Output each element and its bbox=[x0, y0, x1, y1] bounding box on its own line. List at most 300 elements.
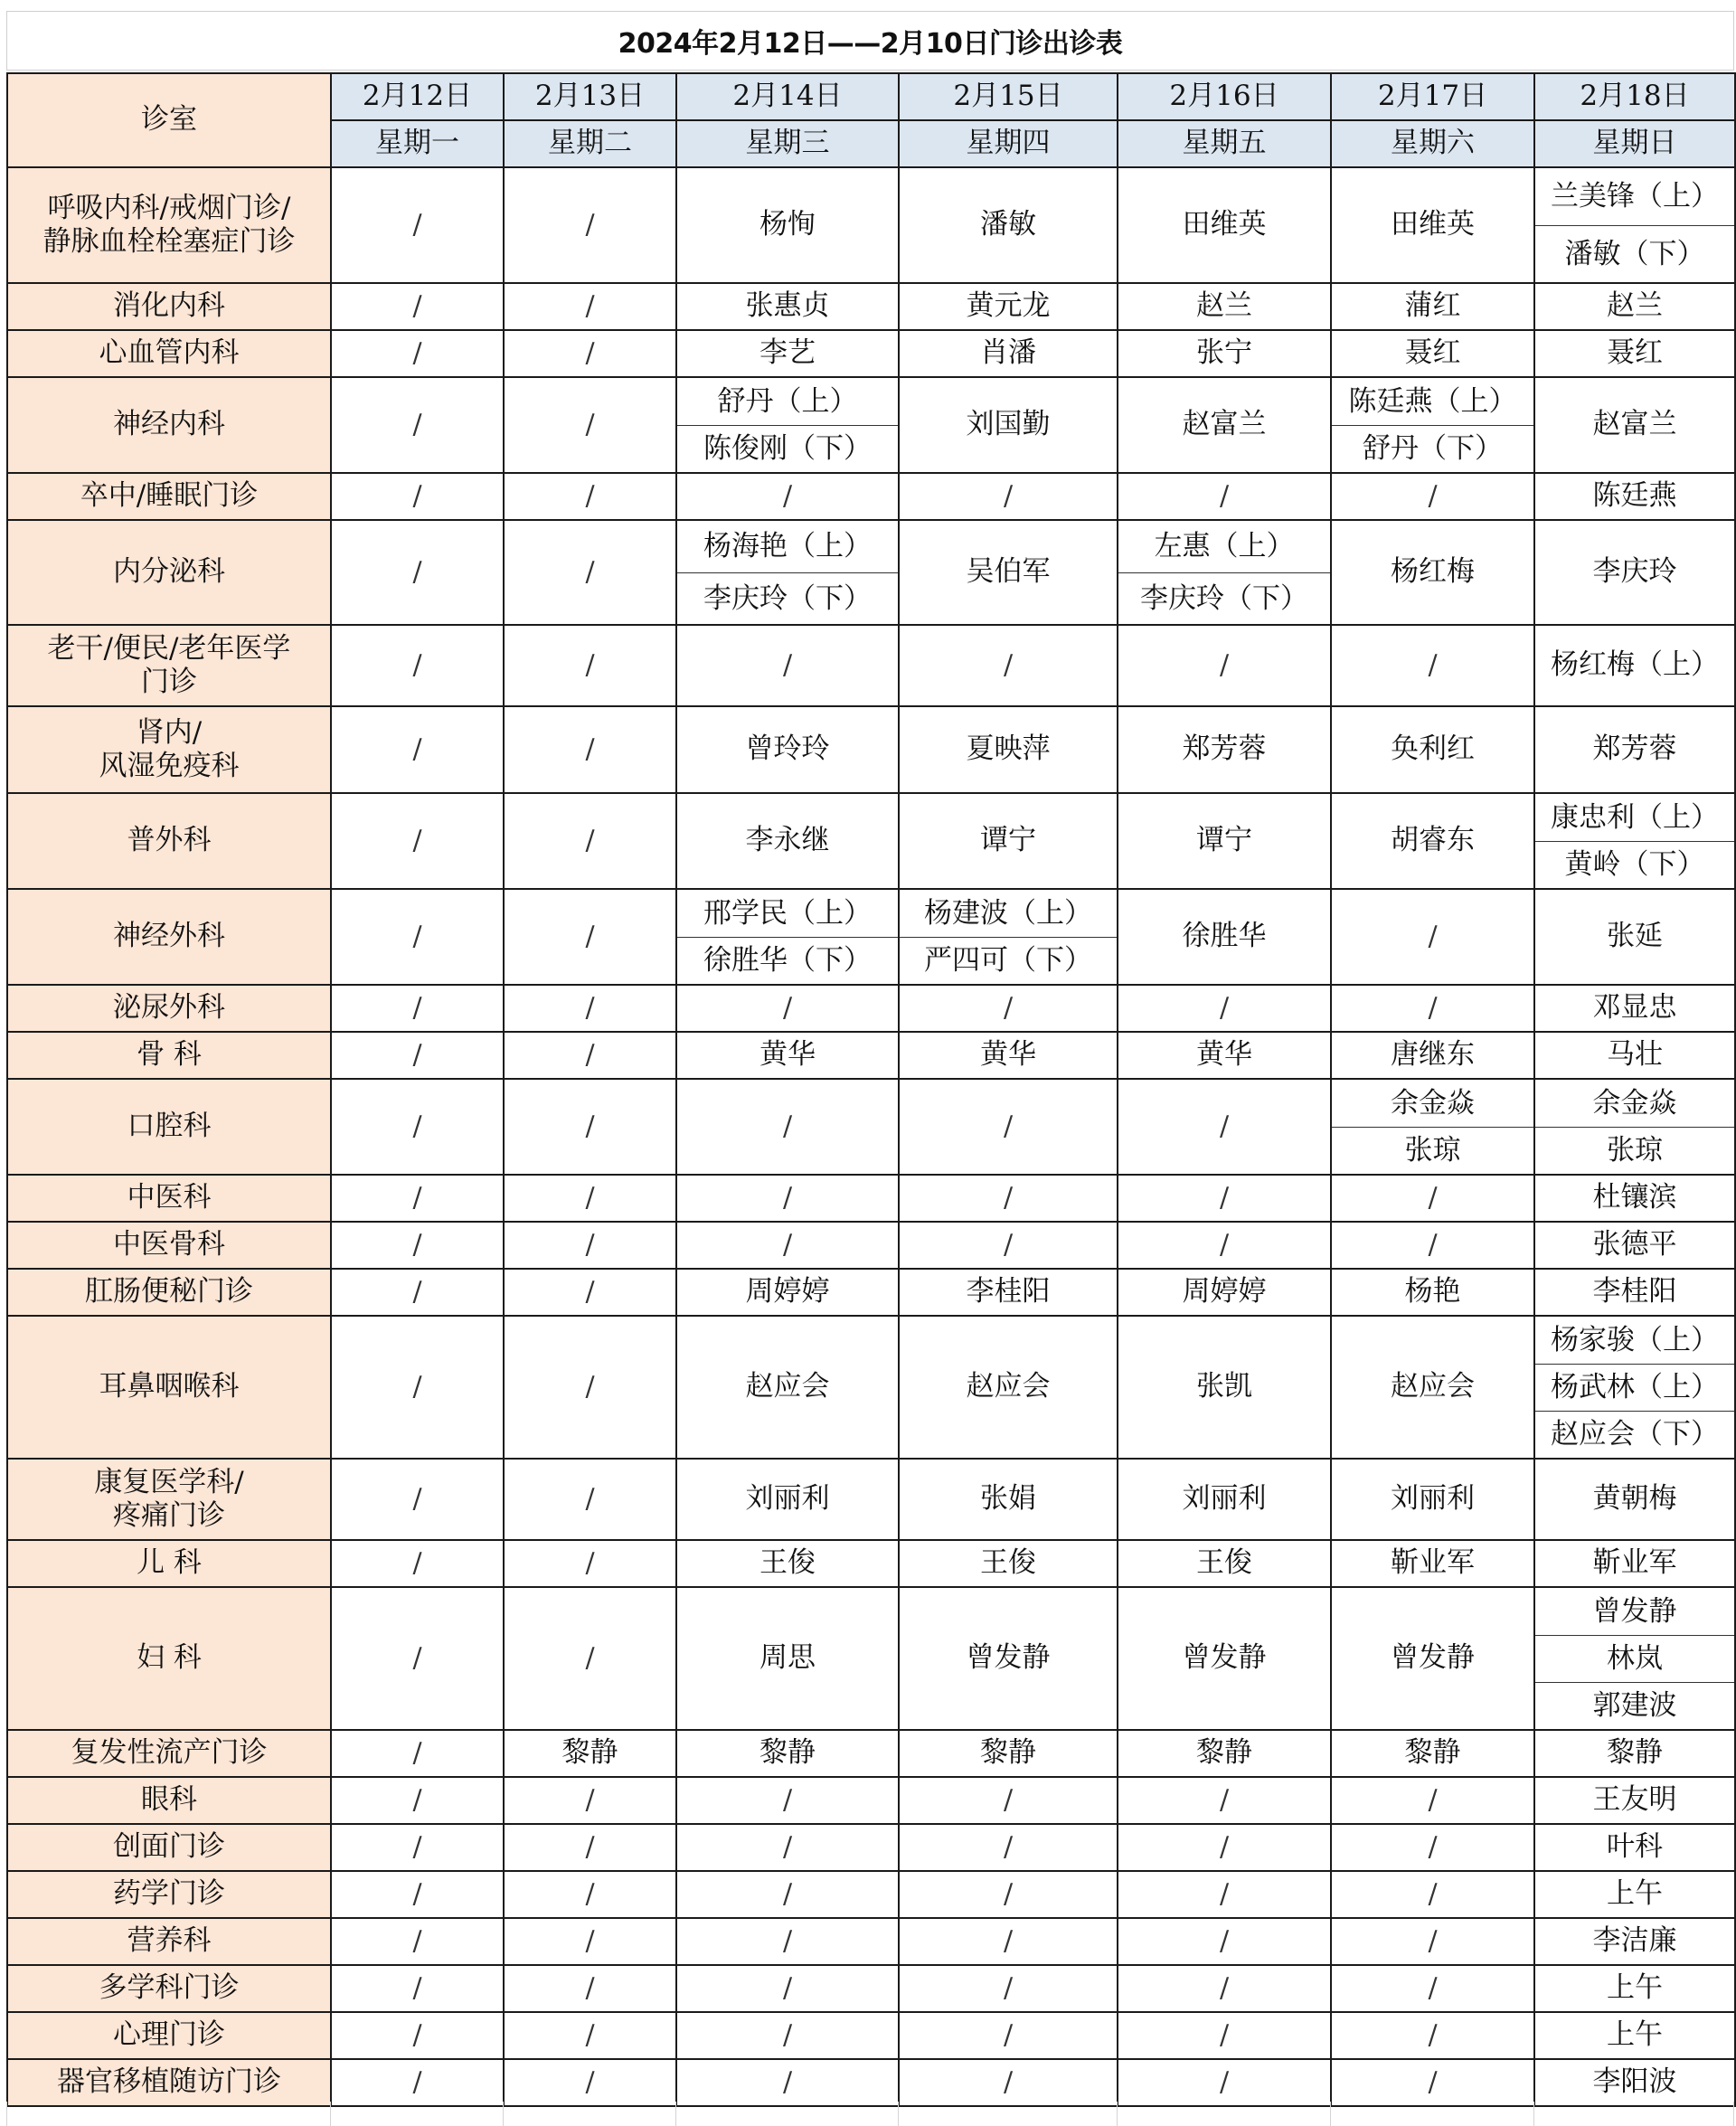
schedule-cell bbox=[331, 1824, 504, 1871]
department-label: 呼吸内科/戒烟门诊/ bbox=[47, 191, 291, 224]
department-label: 老干/便民/老年医学 bbox=[47, 631, 291, 665]
doctor-name: 张琼 bbox=[1332, 1127, 1533, 1174]
no-clinic-mark: / bbox=[782, 1182, 793, 1214]
schedule-cell bbox=[1331, 1777, 1534, 1824]
table-row bbox=[7, 706, 1735, 793]
schedule-cell bbox=[331, 706, 504, 793]
department-label: 泌尿外科 bbox=[113, 991, 225, 1025]
doctor-name: 上午 bbox=[1607, 2018, 1663, 2052]
department-cell bbox=[7, 283, 331, 330]
department-label: 中医骨科 bbox=[113, 1228, 225, 1261]
no-clinic-mark: / bbox=[412, 1547, 422, 1580]
schedule-cell bbox=[331, 520, 504, 625]
doctor-name: 聂红 bbox=[1607, 336, 1663, 370]
table-row bbox=[7, 1459, 1735, 1540]
schedule-cell bbox=[331, 1965, 504, 2012]
doctor-name: 杨建波（上） bbox=[924, 897, 1092, 930]
schedule-cell bbox=[899, 625, 1118, 706]
schedule-cell bbox=[676, 1540, 899, 1587]
schedule-cell bbox=[899, 793, 1118, 889]
no-clinic-mark: / bbox=[782, 2019, 793, 2052]
schedule-cell bbox=[331, 2012, 504, 2059]
schedule-cell bbox=[1118, 1269, 1331, 1316]
no-clinic-mark: / bbox=[585, 337, 595, 370]
department-cell bbox=[7, 330, 331, 377]
no-clinic-mark: / bbox=[782, 1925, 793, 1958]
schedule-cell bbox=[1118, 1824, 1331, 1871]
table-row bbox=[7, 1777, 1735, 1824]
no-clinic-mark: / bbox=[585, 1642, 595, 1675]
doctor-name: 左惠（上） bbox=[1154, 530, 1295, 562]
doctor-name: 曾发静 bbox=[1592, 1595, 1677, 1628]
sheet-gridline-trail bbox=[6, 2102, 1734, 2126]
schedule-cell bbox=[1534, 625, 1735, 706]
department-cell bbox=[7, 1032, 331, 1079]
table-row bbox=[7, 377, 1735, 473]
no-clinic-mark: / bbox=[1428, 1878, 1438, 1911]
department-cell bbox=[7, 1965, 331, 2012]
no-clinic-mark: / bbox=[1428, 2066, 1438, 2099]
department-cell bbox=[7, 520, 331, 625]
doctor-name: 赵应会 bbox=[1391, 1370, 1475, 1403]
schedule-cell bbox=[1331, 1175, 1534, 1222]
schedule-cell bbox=[676, 2012, 899, 2059]
schedule-cell bbox=[331, 625, 504, 706]
schedule-cell bbox=[1118, 1918, 1331, 1965]
schedule-cell bbox=[1118, 985, 1331, 1032]
doctor-name: 徐胜华（下） bbox=[677, 937, 898, 984]
schedule-cell bbox=[899, 1222, 1118, 1269]
schedule-cell bbox=[504, 985, 676, 1032]
doctor-name: 夏映萍 bbox=[966, 732, 1051, 766]
department-cell bbox=[7, 706, 331, 793]
no-clinic-mark: / bbox=[412, 733, 422, 766]
department-cell bbox=[7, 625, 331, 706]
table-row bbox=[7, 2012, 1735, 2059]
schedule-cell bbox=[899, 1032, 1118, 1079]
doctor-name: 黄岭（下） bbox=[1535, 841, 1734, 888]
department-label: 创面门诊 bbox=[113, 1830, 225, 1864]
schedule-cell bbox=[504, 1222, 676, 1269]
no-clinic-mark: / bbox=[585, 649, 595, 682]
no-clinic-mark: / bbox=[1219, 480, 1230, 513]
schedule-cell bbox=[1118, 473, 1331, 520]
doctor-name: 曾发静 bbox=[1391, 1641, 1475, 1675]
schedule-cell bbox=[899, 520, 1118, 625]
schedule-cell bbox=[676, 1316, 899, 1459]
doctor-name: 李桂阳 bbox=[966, 1275, 1051, 1309]
schedule-cell bbox=[504, 1079, 676, 1175]
schedule-cell bbox=[1118, 377, 1331, 473]
department-label: 妇 科 bbox=[137, 1641, 202, 1675]
no-clinic-mark: / bbox=[585, 2066, 595, 2099]
department-cell bbox=[7, 1459, 331, 1540]
weekday-header: 星期六 bbox=[1331, 120, 1534, 167]
schedule-cell bbox=[1331, 1032, 1534, 1079]
schedule-cell bbox=[504, 1965, 676, 2012]
gridline bbox=[1733, 2102, 1734, 2126]
no-clinic-mark: / bbox=[412, 1110, 422, 1143]
doctor-name: 王俊 bbox=[980, 1546, 1036, 1580]
no-clinic-mark: / bbox=[585, 1229, 595, 1261]
schedule-cell bbox=[1534, 1777, 1735, 1824]
table-row bbox=[7, 1824, 1735, 1871]
doctor-name: 刘丽利 bbox=[745, 1482, 830, 1516]
schedule-cell bbox=[504, 2012, 676, 2059]
schedule-cell bbox=[1331, 377, 1534, 473]
schedule-cell bbox=[504, 330, 676, 377]
table-row bbox=[7, 1079, 1735, 1175]
schedule-cell bbox=[504, 706, 676, 793]
schedule-cell bbox=[1331, 473, 1534, 520]
department-label: 康复医学科/ bbox=[94, 1465, 244, 1498]
department-cell bbox=[7, 1918, 331, 1965]
table-row bbox=[7, 1730, 1735, 1777]
no-clinic-mark: / bbox=[1003, 992, 1014, 1025]
doctor-name: 赵应会（下） bbox=[1535, 1411, 1734, 1458]
schedule-cell bbox=[1534, 1965, 1735, 2012]
no-clinic-mark: / bbox=[782, 649, 793, 682]
table-row bbox=[7, 793, 1735, 889]
schedule-cell bbox=[504, 1587, 676, 1730]
schedule-cell bbox=[899, 1965, 1118, 2012]
schedule-cell bbox=[331, 1540, 504, 1587]
doctor-name: 兰美锋（上） bbox=[1551, 180, 1719, 213]
schedule-cell bbox=[1331, 706, 1534, 793]
schedule-cell bbox=[1534, 1871, 1735, 1918]
doctor-name: 杜镶滨 bbox=[1592, 1181, 1677, 1214]
doctor-name: 黄华 bbox=[980, 1038, 1036, 1072]
no-clinic-mark: / bbox=[412, 1642, 422, 1675]
doctor-name: 靳业军 bbox=[1391, 1546, 1475, 1580]
department-label: 心血管内科 bbox=[99, 336, 240, 370]
schedule-cell bbox=[1534, 2059, 1735, 2106]
schedule-cell bbox=[1331, 793, 1534, 889]
department-label: 器官移植随访门诊 bbox=[57, 2065, 281, 2099]
no-clinic-mark: / bbox=[1428, 1182, 1438, 1214]
no-clinic-mark: / bbox=[1003, 1784, 1014, 1817]
schedule-cell bbox=[676, 889, 899, 985]
no-clinic-mark: / bbox=[412, 1371, 422, 1403]
no-clinic-mark: / bbox=[585, 1831, 595, 1864]
schedule-cell bbox=[899, 706, 1118, 793]
schedule-cell bbox=[1331, 2059, 1534, 2106]
department-label: 骨 科 bbox=[137, 1038, 202, 1072]
gridline bbox=[1330, 2102, 1331, 2126]
schedule-cell bbox=[1534, 1269, 1735, 1316]
schedule-cell bbox=[1118, 330, 1331, 377]
schedule-cell bbox=[1331, 1587, 1534, 1730]
table-row bbox=[7, 625, 1735, 706]
schedule-cell bbox=[899, 1871, 1118, 1918]
no-clinic-mark: / bbox=[782, 1229, 793, 1261]
doctor-name: 黄华 bbox=[1196, 1038, 1252, 1072]
schedule-cell bbox=[1331, 520, 1534, 625]
no-clinic-mark: / bbox=[782, 992, 793, 1025]
schedule-cell bbox=[899, 1459, 1118, 1540]
schedule-cell bbox=[1118, 1175, 1331, 1222]
department-label: 中医科 bbox=[127, 1181, 212, 1214]
weekday-header: 星期五 bbox=[1118, 120, 1331, 167]
schedule-cell bbox=[1118, 1032, 1331, 1079]
doctor-name: 曾发静 bbox=[966, 1641, 1051, 1675]
schedule-cell bbox=[676, 1079, 899, 1175]
no-clinic-mark: / bbox=[1219, 2019, 1230, 2052]
schedule-cell bbox=[1534, 167, 1735, 283]
no-clinic-mark: / bbox=[585, 290, 595, 323]
table-row bbox=[7, 985, 1735, 1032]
department-label: 肾内/ bbox=[136, 715, 203, 749]
no-clinic-mark: / bbox=[412, 209, 422, 241]
no-clinic-mark: / bbox=[412, 1182, 422, 1214]
schedule-cell bbox=[1331, 1965, 1534, 2012]
schedule-cell bbox=[676, 1777, 899, 1824]
no-clinic-mark: / bbox=[412, 825, 422, 857]
schedule-cell bbox=[504, 1316, 676, 1459]
schedule-cell bbox=[676, 1032, 899, 1079]
doctor-name: 周婷婷 bbox=[1182, 1275, 1267, 1309]
schedule-cell bbox=[1118, 167, 1331, 283]
schedule-cell bbox=[676, 1965, 899, 2012]
schedule-cell bbox=[504, 1824, 676, 1871]
schedule-cell bbox=[1534, 1824, 1735, 1871]
table-row bbox=[7, 1316, 1735, 1459]
no-clinic-mark: / bbox=[585, 1878, 595, 1911]
gridline bbox=[6, 2102, 7, 2126]
weekday-header: 星期二 bbox=[504, 120, 676, 167]
department-label: 风湿免疫科 bbox=[99, 750, 240, 782]
schedule-cell bbox=[1118, 1777, 1331, 1824]
no-clinic-mark: / bbox=[1428, 480, 1438, 513]
header-date-row bbox=[7, 73, 1735, 120]
department-cell bbox=[7, 889, 331, 985]
schedule-cell bbox=[504, 1777, 676, 1824]
doctor-name: 杨艳 bbox=[1404, 1275, 1461, 1309]
department-label: 神经内科 bbox=[113, 408, 225, 441]
schedule-cell bbox=[331, 283, 504, 330]
doctor-name: 叶科 bbox=[1607, 1830, 1663, 1864]
schedule-cell bbox=[899, 1316, 1118, 1459]
schedule-cell bbox=[1534, 1587, 1735, 1730]
doctor-name: 黎静 bbox=[980, 1736, 1036, 1770]
doctor-name: 上午 bbox=[1607, 1971, 1663, 2005]
department-label: 消化内科 bbox=[113, 289, 225, 323]
schedule-cell bbox=[1118, 2059, 1331, 2106]
schedule-cell bbox=[1118, 1730, 1331, 1777]
gridline bbox=[503, 2102, 504, 2126]
schedule-cell bbox=[1331, 2012, 1534, 2059]
schedule-cell bbox=[1118, 1587, 1331, 1730]
no-clinic-mark: / bbox=[585, 1547, 595, 1580]
no-clinic-mark: / bbox=[412, 1039, 422, 1072]
no-clinic-mark: / bbox=[1428, 1784, 1438, 1817]
doctor-name: 张宁 bbox=[1196, 336, 1252, 370]
doctor-name: 李洁廉 bbox=[1592, 1924, 1677, 1958]
schedule-cell bbox=[504, 1459, 676, 1540]
department-cell bbox=[7, 1316, 331, 1459]
schedule-table bbox=[6, 72, 1736, 2107]
no-clinic-mark: / bbox=[1219, 1831, 1230, 1864]
department-label: 内分泌科 bbox=[113, 555, 225, 589]
schedule-cell bbox=[676, 2059, 899, 2106]
schedule-cell bbox=[1331, 1079, 1534, 1175]
schedule-cell bbox=[1534, 1730, 1735, 1777]
doctor-name: 周思 bbox=[760, 1641, 816, 1675]
department-cell bbox=[7, 1824, 331, 1871]
schedule-cell bbox=[1118, 1871, 1331, 1918]
doctor-name: 吴伯军 bbox=[966, 555, 1051, 589]
schedule-cell bbox=[899, 1079, 1118, 1175]
table-row bbox=[7, 283, 1735, 330]
doctor-name: 赵应会 bbox=[745, 1370, 830, 1403]
doctor-name: 田维英 bbox=[1391, 208, 1475, 241]
room-header: 诊室 bbox=[7, 73, 331, 167]
no-clinic-mark: / bbox=[585, 2019, 595, 2052]
schedule-cell bbox=[331, 889, 504, 985]
schedule-cell bbox=[504, 283, 676, 330]
weekday-header: 星期一 bbox=[331, 120, 504, 167]
schedule-cell bbox=[504, 520, 676, 625]
no-clinic-mark: / bbox=[1003, 480, 1014, 513]
schedule-cell bbox=[676, 985, 899, 1032]
schedule-cell bbox=[504, 1032, 676, 1079]
no-clinic-mark: / bbox=[782, 1784, 793, 1817]
no-clinic-mark: / bbox=[585, 1276, 595, 1309]
doctor-name: 杨红梅（上） bbox=[1551, 648, 1719, 682]
doctor-name: 陈廷燕 bbox=[1592, 479, 1677, 513]
department-cell bbox=[7, 1730, 331, 1777]
no-clinic-mark: / bbox=[1003, 649, 1014, 682]
schedule-cell bbox=[331, 2059, 504, 2106]
doctor-name: 赵富兰 bbox=[1592, 408, 1677, 441]
schedule-cell bbox=[1331, 985, 1534, 1032]
schedule-cell bbox=[899, 985, 1118, 1032]
no-clinic-mark: / bbox=[1219, 1229, 1230, 1261]
schedule-cell bbox=[1534, 1175, 1735, 1222]
schedule-cell bbox=[331, 1777, 504, 1824]
doctor-name: 潘敏（下） bbox=[1535, 225, 1734, 282]
schedule-cell bbox=[331, 1459, 504, 1540]
schedule-cell bbox=[676, 793, 899, 889]
schedule-cell bbox=[331, 167, 504, 283]
schedule-cell bbox=[899, 1175, 1118, 1222]
no-clinic-mark: / bbox=[585, 409, 595, 441]
no-clinic-mark: / bbox=[1003, 1972, 1014, 2005]
gridline bbox=[1117, 2102, 1118, 2126]
no-clinic-mark: / bbox=[585, 1371, 595, 1403]
no-clinic-mark: / bbox=[412, 1831, 422, 1864]
date-header: 2月13日 bbox=[504, 73, 676, 120]
schedule-cell bbox=[1331, 625, 1534, 706]
doctor-name: 马壮 bbox=[1607, 1038, 1663, 1072]
no-clinic-mark: / bbox=[412, 480, 422, 513]
schedule-cell bbox=[899, 889, 1118, 985]
no-clinic-mark: / bbox=[1003, 1878, 1014, 1911]
schedule-cell bbox=[899, 283, 1118, 330]
doctor-name: 李艺 bbox=[760, 336, 816, 370]
table-row bbox=[7, 1918, 1735, 1965]
table-row bbox=[7, 1871, 1735, 1918]
doctor-name: 杨家骏（上） bbox=[1551, 1324, 1719, 1356]
schedule-cell bbox=[1331, 1918, 1534, 1965]
schedule-cell bbox=[1534, 889, 1735, 985]
schedule-cell bbox=[1331, 889, 1534, 985]
doctor-name: 周婷婷 bbox=[745, 1275, 830, 1309]
no-clinic-mark: / bbox=[412, 337, 422, 370]
no-clinic-mark: / bbox=[1219, 649, 1230, 682]
schedule-cell bbox=[1118, 793, 1331, 889]
no-clinic-mark: / bbox=[782, 480, 793, 513]
department-label: 儿 科 bbox=[137, 1546, 202, 1580]
doctor-name: 王俊 bbox=[1196, 1546, 1252, 1580]
schedule-cell bbox=[331, 1222, 504, 1269]
department-cell bbox=[7, 1777, 331, 1824]
no-clinic-mark: / bbox=[585, 209, 595, 241]
schedule-cell bbox=[676, 1459, 899, 1540]
weekday-header: 星期四 bbox=[899, 120, 1118, 167]
department-cell bbox=[7, 1222, 331, 1269]
schedule-cell bbox=[1118, 283, 1331, 330]
no-clinic-mark: / bbox=[412, 1737, 422, 1770]
doctor-name: 舒丹（下） bbox=[1332, 425, 1533, 472]
no-clinic-mark: / bbox=[1428, 1925, 1438, 1958]
schedule-cell bbox=[1534, 283, 1735, 330]
doctor-name: 郑芳蓉 bbox=[1592, 732, 1677, 766]
no-clinic-mark: / bbox=[1428, 1972, 1438, 2005]
table-row bbox=[7, 473, 1735, 520]
schedule-cell bbox=[331, 1316, 504, 1459]
weekday-header: 星期三 bbox=[676, 120, 899, 167]
schedule-cell bbox=[899, 2059, 1118, 2106]
schedule-cell bbox=[331, 1587, 504, 1730]
schedule-cell bbox=[899, 1587, 1118, 1730]
doctor-name: 黄华 bbox=[760, 1038, 816, 1072]
doctor-name: 邢学民（上） bbox=[703, 897, 872, 930]
department-label: 耳鼻咽喉科 bbox=[99, 1370, 240, 1403]
no-clinic-mark: / bbox=[585, 1925, 595, 1958]
schedule-cell bbox=[504, 167, 676, 283]
no-clinic-mark: / bbox=[1003, 1925, 1014, 1958]
no-clinic-mark: / bbox=[1003, 1182, 1014, 1214]
doctor-name: 余金焱 bbox=[1592, 1087, 1677, 1120]
department-label: 营养科 bbox=[127, 1924, 212, 1958]
schedule-cell bbox=[899, 330, 1118, 377]
doctor-name: 李庆玲（下） bbox=[1118, 572, 1330, 624]
no-clinic-mark: / bbox=[412, 1925, 422, 1958]
no-clinic-mark: / bbox=[585, 1972, 595, 2005]
no-clinic-mark: / bbox=[782, 1831, 793, 1864]
schedule-cell bbox=[331, 793, 504, 889]
schedule-cell bbox=[1331, 167, 1534, 283]
department-label: 门诊 bbox=[141, 666, 197, 698]
schedule-cell bbox=[1118, 1540, 1331, 1587]
doctor-name: 靳业军 bbox=[1592, 1546, 1677, 1580]
schedule-cell bbox=[331, 1079, 504, 1175]
doctor-name: 张延 bbox=[1607, 920, 1663, 953]
weekday-header: 星期日 bbox=[1534, 120, 1735, 167]
schedule-cell bbox=[1534, 520, 1735, 625]
schedule-body bbox=[7, 167, 1735, 2106]
table-row bbox=[7, 1587, 1735, 1730]
schedule-cell bbox=[331, 1175, 504, 1222]
schedule-cell bbox=[676, 167, 899, 283]
no-clinic-mark: / bbox=[585, 556, 595, 589]
schedule-cell bbox=[899, 473, 1118, 520]
table-row bbox=[7, 330, 1735, 377]
schedule-cell bbox=[676, 283, 899, 330]
no-clinic-mark: / bbox=[1428, 992, 1438, 1025]
no-clinic-mark: / bbox=[585, 825, 595, 857]
